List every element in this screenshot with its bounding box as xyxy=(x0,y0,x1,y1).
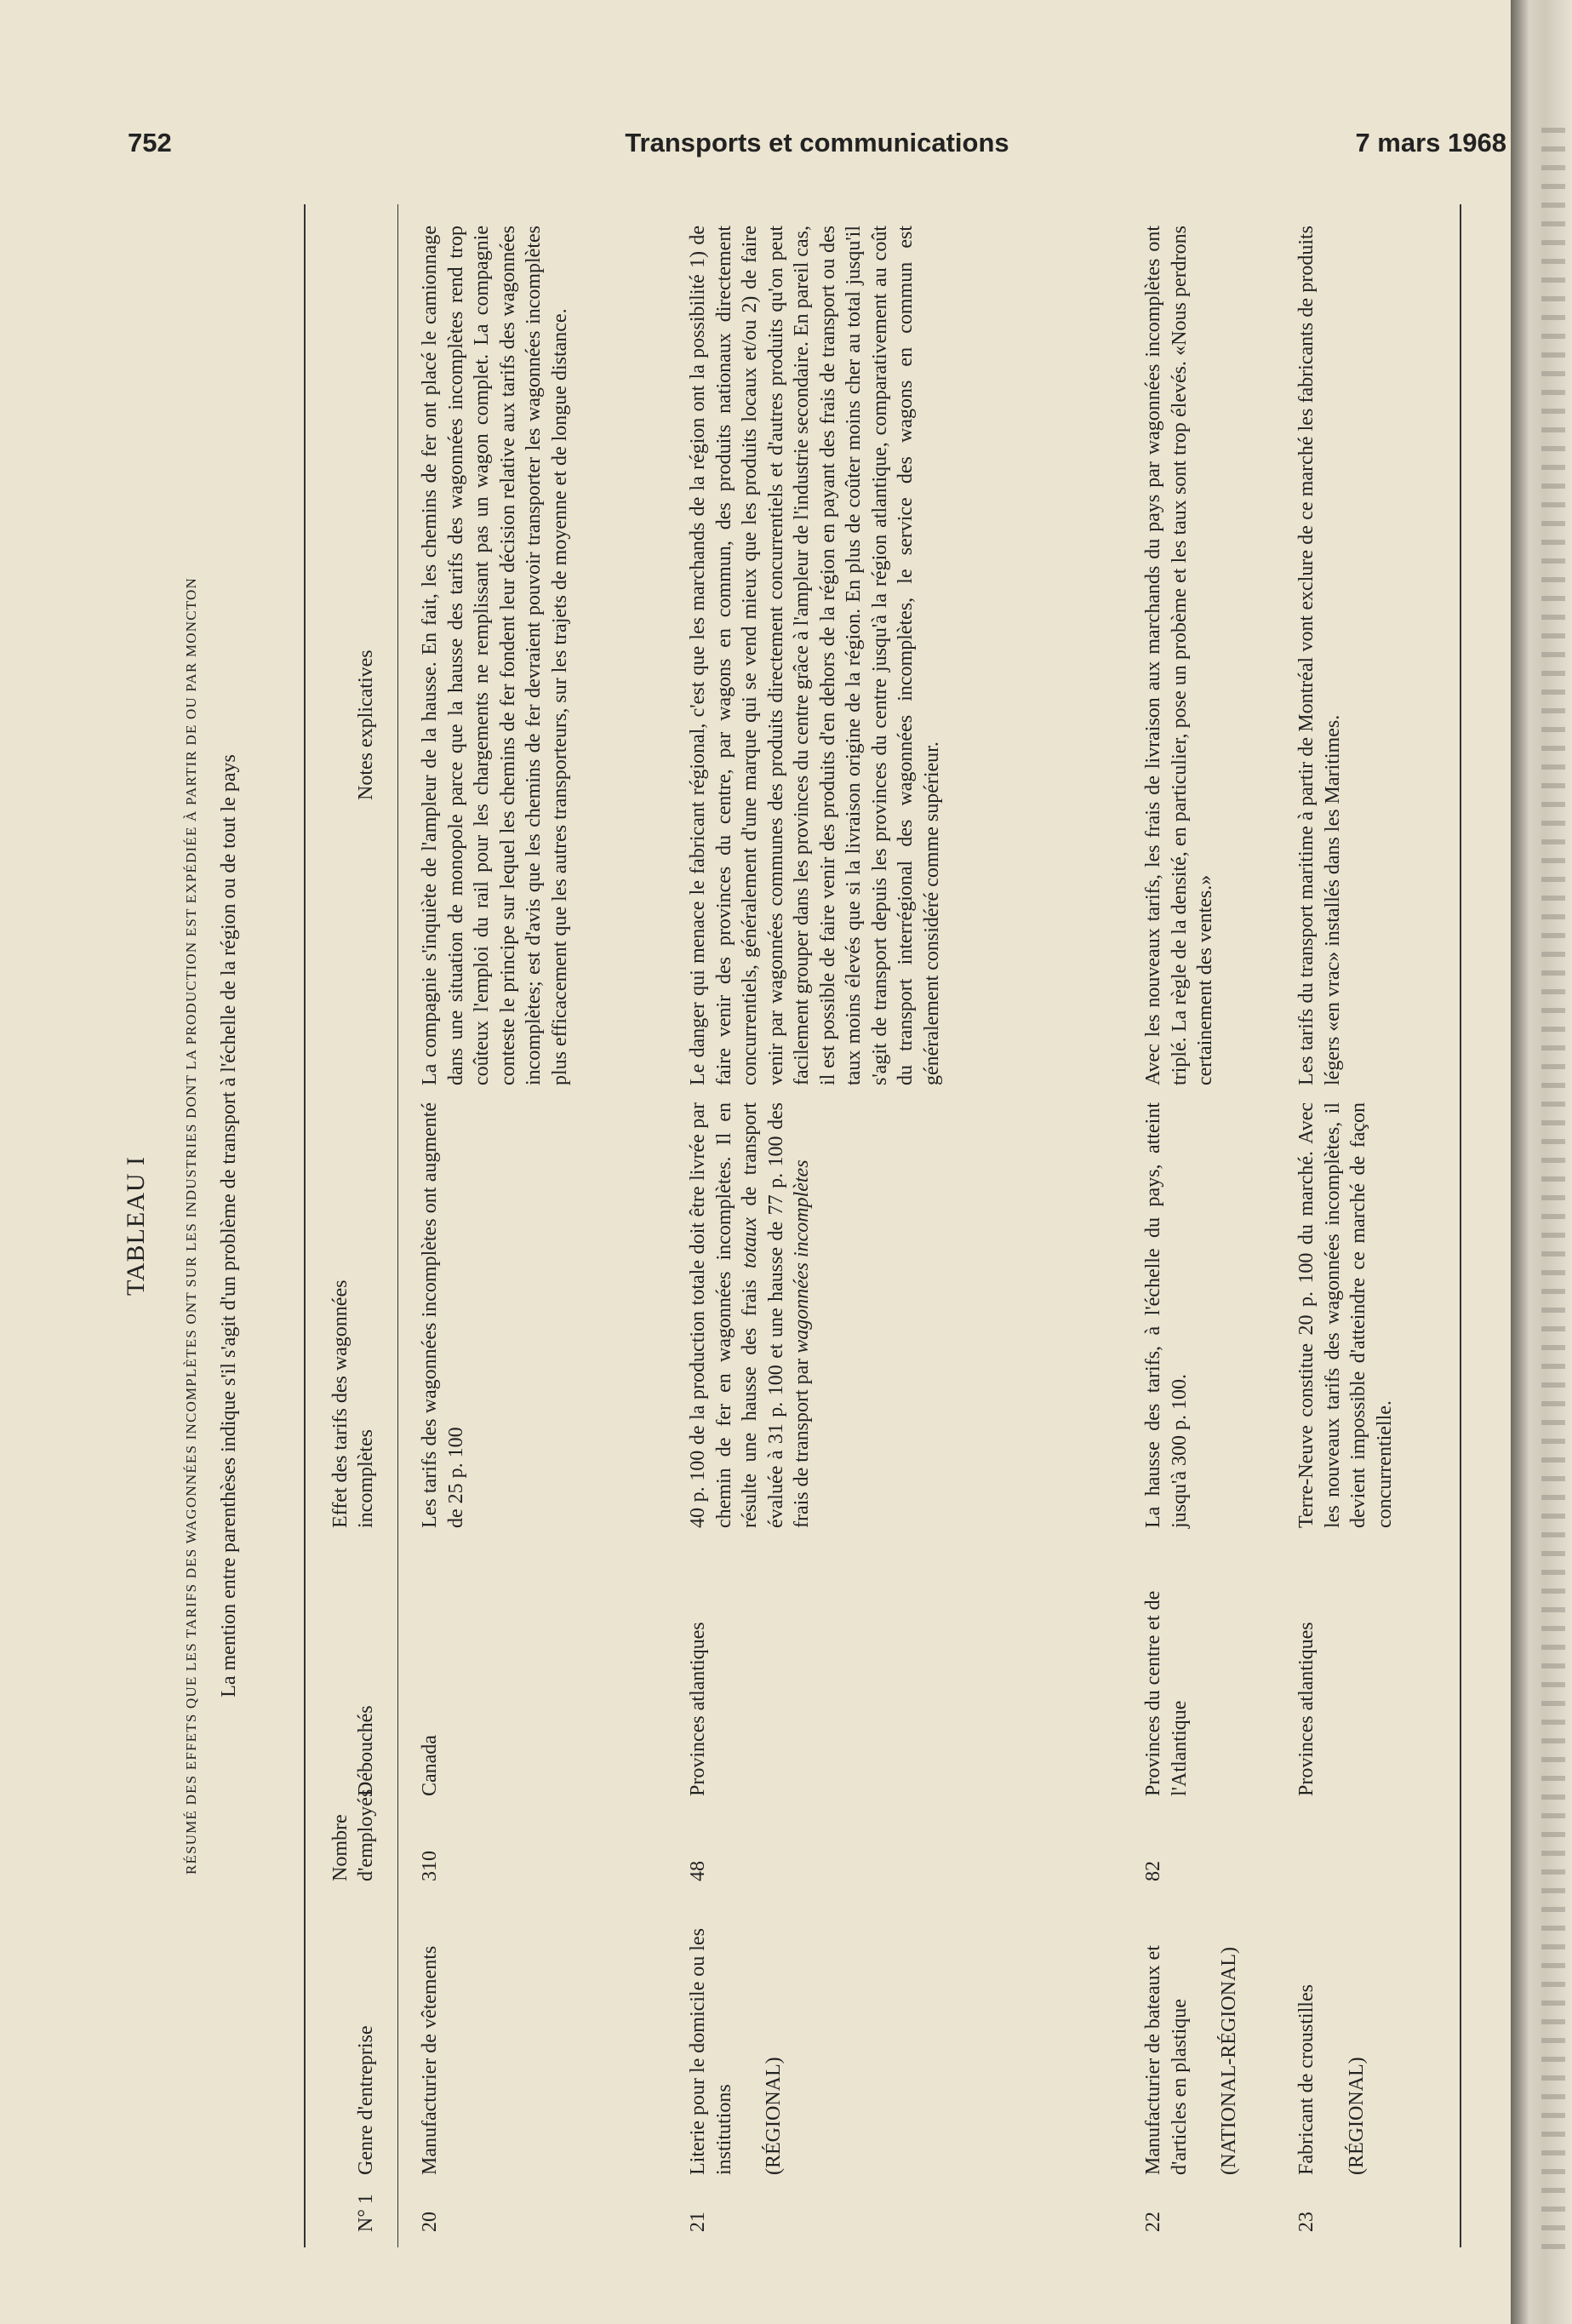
col-header-nombre: Nombre d'employés xyxy=(329,1789,377,1881)
page-header xyxy=(128,128,1506,170)
genre-text: Fabricant de croustilles xyxy=(1295,1984,1318,2175)
page-number: 752 xyxy=(128,128,172,157)
row-notes: Le danger qui menace le fabricant régional, c'est que les marchands de la région ont la possibilité 1) de faire venir des provinces du centre, par wagons en commun, des produits nationaux directement concurrentiels, généralement d'une marque qui se vend mieux que les produits locaux et/ou 2) de faire venir par wagonnées communes des produits directement concurrentiels et d'autres produits qu'on peut facilement grouper dans les provinces du centre grâce à l'ampleur de l'industrie secondaire. En pareil cas, il est possible de faire venir des produits d'en dehors de la région en payant des frais de transport ou des taux moins élevés que si la livraison origine de la région. En plus de coûter moins cher au total jusqu'il s'agit de transport depuis les provinces du centre jusqu'à la région atlantique, comparativement au coût du transport interrégional des wagonnées incomplètes, le service des wagons en commun est généralement considéré comme supérieur. xyxy=(687,226,943,1085)
table-bottom-rule xyxy=(1460,204,1461,2247)
effet-italic: wagonnées incomplètes xyxy=(791,1159,813,1354)
row-effet: Les tarifs des wagonnées incomplètes ont augmenté de 25 p. 100 xyxy=(419,1102,467,1528)
col-header-notes: Notes explicatives xyxy=(355,650,377,800)
row-number: 20 xyxy=(419,2212,441,2232)
row-number: 22 xyxy=(1142,2212,1164,2232)
row-number: 23 xyxy=(1295,2212,1318,2232)
row-debouches: Provinces atlantiques xyxy=(1295,1622,1318,1796)
row-debouches: Canada xyxy=(419,1735,441,1796)
row-notes: La compagnie s'inquiète de l'ampleur de la hausse. En fait, les chemins de fer ont placé le camionnage dans une situation de monopole parce que la hausse des tarifs des wagonnées incomplètes rend trop coûteux l'emploi du rail pour les chargements ne remplissant pas un wagon complet. La compagnie conteste le principe sur lequel les chemins de fer fondent leur décision relative aux tarifs des wagonnées incomplètes; est d'avis que les chemins de fer devraient pouvoir transporter les wagonnées incomplètes plus efficacement que les autres transporteurs, sur les trajets de moyenne et de longue distance. xyxy=(419,226,571,1085)
col-header-effet: Effet des tarifs des wagonnées incomplètes xyxy=(329,1279,377,1528)
effet-italic: totaux xyxy=(739,1217,761,1269)
col-header-debouches: Débouchés xyxy=(355,1705,377,1796)
effet-part: 40 p. 100 de la production totale doit être livrée par chemin de fer en wagonnées incomplètes. Il en résulte une hausse des frais xyxy=(687,1102,761,1528)
header-bottom-rule xyxy=(397,204,398,2247)
row-genre xyxy=(685,1894,787,2175)
genre-text: Literie pour le domicile ou les institutions xyxy=(687,1928,735,2175)
header-date: 7 mars 1968 xyxy=(1355,128,1506,157)
table-subtitle: RÉSUMÉ DES EFFETS QUE LES TARIFS DES WAGONNÉES INCOMPLÈTES ONT SUR LES INDUSTRIES DONT LA PRODUCTION EST EXPÉDIÉE À PARTIR DE OU PAR MONCTON xyxy=(182,577,199,1875)
row-genre xyxy=(1140,1894,1243,2175)
row-nombre: 82 xyxy=(1142,1861,1164,1881)
running-title: Transports et communications xyxy=(625,128,1009,157)
row-genre xyxy=(1294,1894,1369,2175)
row-nombre: 310 xyxy=(419,1851,441,1881)
row-number: 21 xyxy=(687,2212,709,2232)
table-title: TABLEAU I xyxy=(122,1155,150,1297)
col-header-no: N° 1 xyxy=(355,2194,377,2232)
row-notes: Avec les nouveaux tarifs, les frais de livraison aux marchands du pays par wagonnées incomplètes ont triplé. La règle de la densité, en particulier, pose un probème et les taux sont trop élevés. «Nous perdrons certainement des ventes.» xyxy=(1142,226,1216,1085)
facing-page-bleed xyxy=(1541,128,1565,2256)
table-caption xyxy=(123,204,243,2247)
rotated-table xyxy=(123,204,1502,2247)
row-effet: Terre-Neuve constitue 20 p. 100 du marché. Avec les nouveaux tarifs des wagonnées incomplètes, il devient impossible d'atteindre ce marché de façon concurrentielle. xyxy=(1295,1102,1396,1528)
genre-text: Manufacturier de vêtements xyxy=(419,1945,441,2175)
row-debouches: Provinces du centre et de l'Atlantique xyxy=(1142,1590,1191,1796)
effet-part: de transport évaluée à 31 p. 100 et une hausse de 77 p. 100 des frais de transport par xyxy=(739,1102,813,1528)
col-header-genre: Genre d'entreprise xyxy=(355,2025,377,2175)
genre-text: Manufacturier de bateaux et d'articles en plastique xyxy=(1142,1945,1191,2175)
scope-label: (NATIONAL-RÉGIONAL) xyxy=(1218,1947,1240,2175)
scope-label: (RÉGIONAL) xyxy=(1345,2057,1368,2175)
row-nombre: 48 xyxy=(687,1861,709,1881)
row-effet: La hausse des tarifs, à l'échelle du pays, atteint jusqu'à 300 p. 100. xyxy=(1142,1102,1191,1528)
row-effet xyxy=(685,1102,815,1528)
scope-label: (RÉGIONAL) xyxy=(763,2057,785,2175)
row-debouches: Provinces atlantiques xyxy=(687,1622,709,1796)
table-top-rule xyxy=(304,204,306,2247)
row-genre xyxy=(417,1894,443,2175)
book-gutter-shadow xyxy=(1511,0,1572,2324)
table-note: La mention entre parenthèses indique s'il s'agit d'un problème de transport à l'échelle de la région ou de tout le pays xyxy=(218,754,240,1697)
row-notes: Les tarifs du transport maritime à partir de Montréal vont exclure de ce marché les fabricants de produits légers «en vrac» installés dans les Maritimes. xyxy=(1295,226,1344,1085)
